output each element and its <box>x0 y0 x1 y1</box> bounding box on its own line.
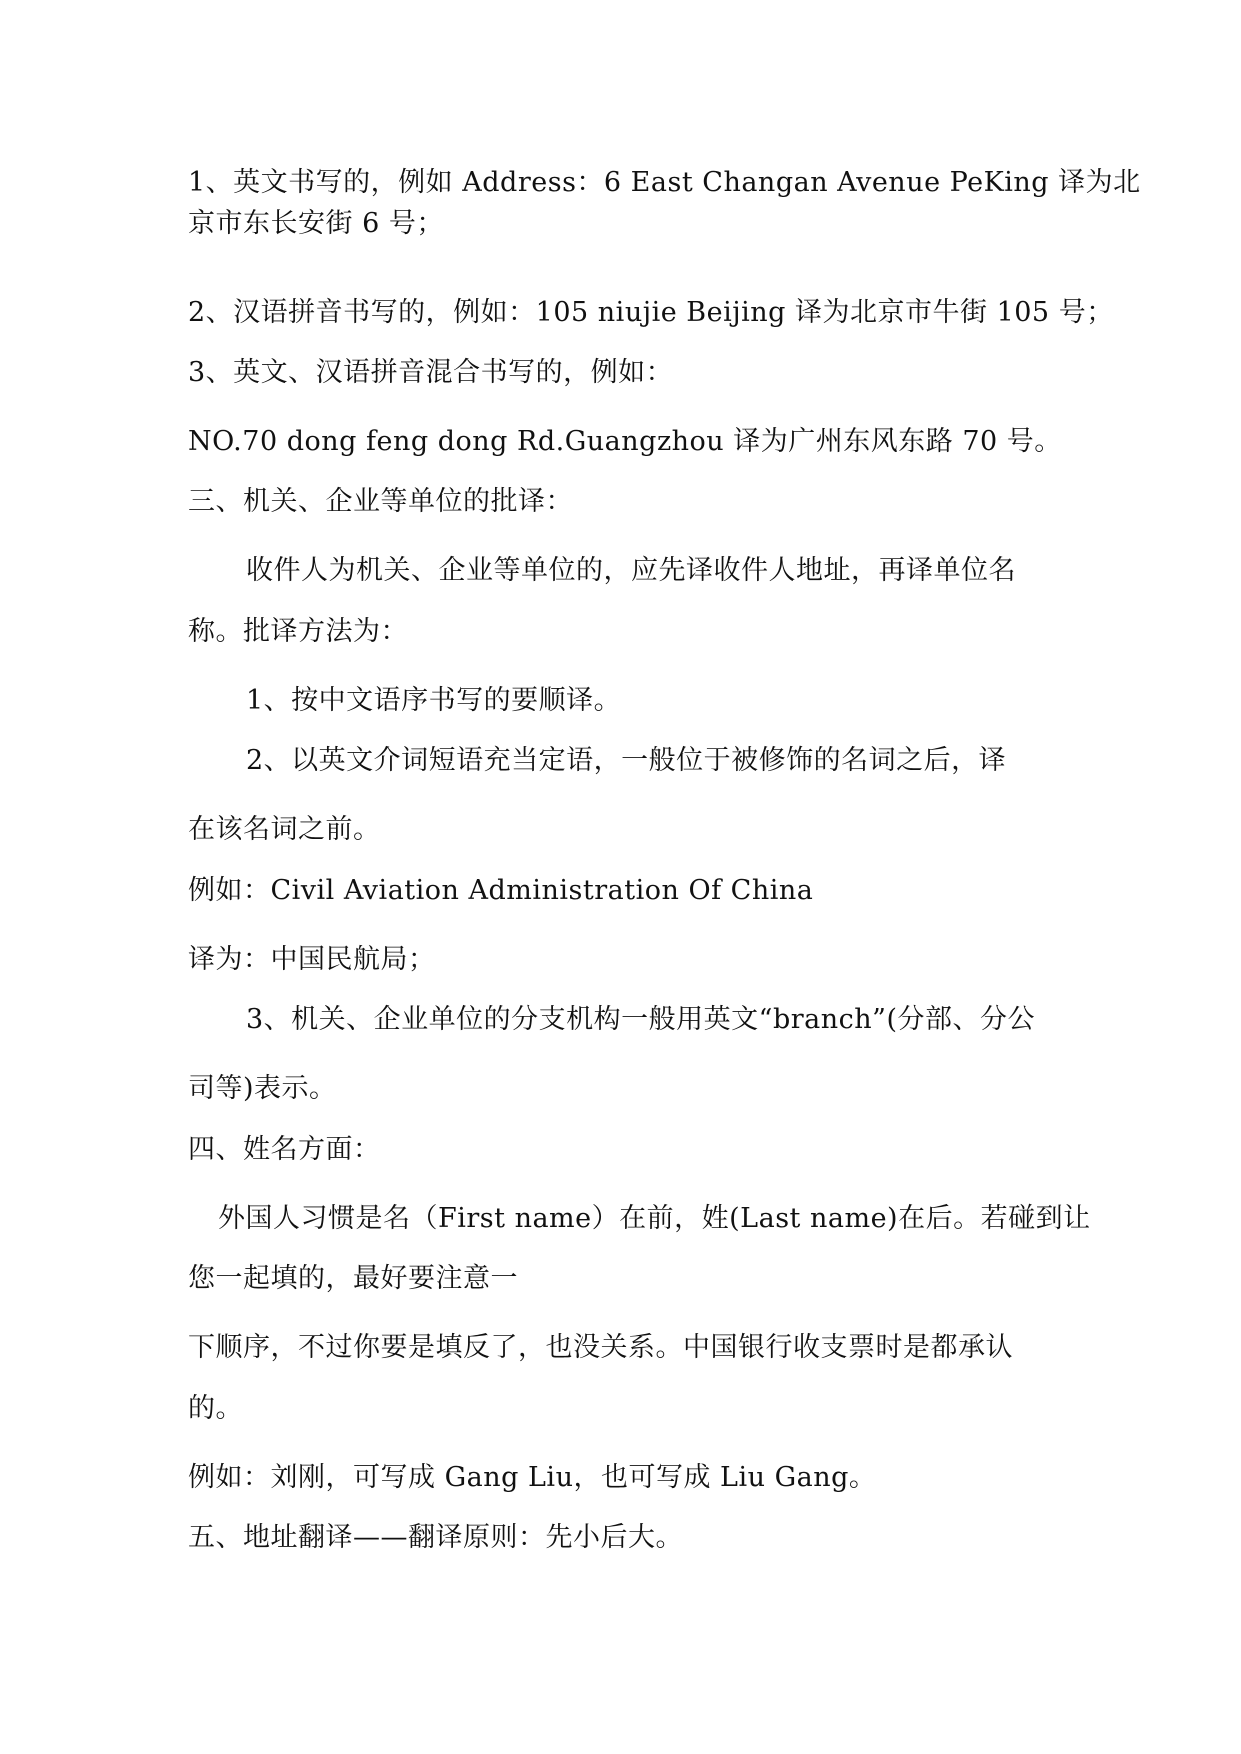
section-heading-5: 五、地址翻译——翻译原则：先小后大。 <box>188 1522 683 1553</box>
text-line-14: 3、机关、企业单位的分支机构一般用英文“branch”(分部、分公 <box>246 1004 1036 1035</box>
text-line-15: 司等)表示。 <box>188 1073 337 1104</box>
text-line-1: 1、英文书写的，例如 Address：6 East Changan Avenue PeKing 译为北 <box>188 167 1141 198</box>
text-line-20: 的。 <box>188 1393 243 1424</box>
text-line-3: 2、汉语拼音书写的，例如：105 niujie Beijing 译为北京市牛街 105 号； <box>188 297 1114 328</box>
text-line-2: 京市东长安街 6 号； <box>188 208 444 239</box>
section-heading-4: 四、姓名方面： <box>188 1134 381 1165</box>
text-line-18: 您一起填的，最好要注意一 <box>188 1263 518 1294</box>
section-heading-3: 三、机关、企业等单位的批译： <box>188 486 573 517</box>
text-line-13: 译为：中国民航局； <box>188 944 436 975</box>
text-line-21: 例如：刘刚，可写成 Gang Liu，也可写成 Liu Gang。 <box>188 1462 877 1493</box>
text-line-11: 在该名词之前。 <box>188 814 381 845</box>
text-line-8: 称。批译方法为： <box>188 616 408 647</box>
text-line-10: 2、以英文介词短语充当定语，一般位于被修饰的名词之后，译 <box>246 745 1007 776</box>
text-line-17: 外国人习惯是名（First name）在前，姓(Last name)在后。若碰到让 <box>218 1203 1091 1234</box>
text-line-7: 收件人为机关、企业等单位的，应先译收件人地址，再译单位名 <box>246 555 1016 586</box>
text-line-4: 3、英文、汉语拼音混合书写的，例如： <box>188 357 674 388</box>
text-line-9: 1、按中文语序书写的要顺译。 <box>246 685 622 716</box>
text-line-12: 例如：Civil Aviation Administration Of China <box>188 875 814 906</box>
text-line-19: 下顺序，不过你要是填反了，也没关系。中国银行收支票时是都承认 <box>188 1332 1013 1363</box>
text-line-5: NO.70 dong feng dong Rd.Guangzhou 译为广州东风东路 70 号。 <box>188 426 1062 457</box>
